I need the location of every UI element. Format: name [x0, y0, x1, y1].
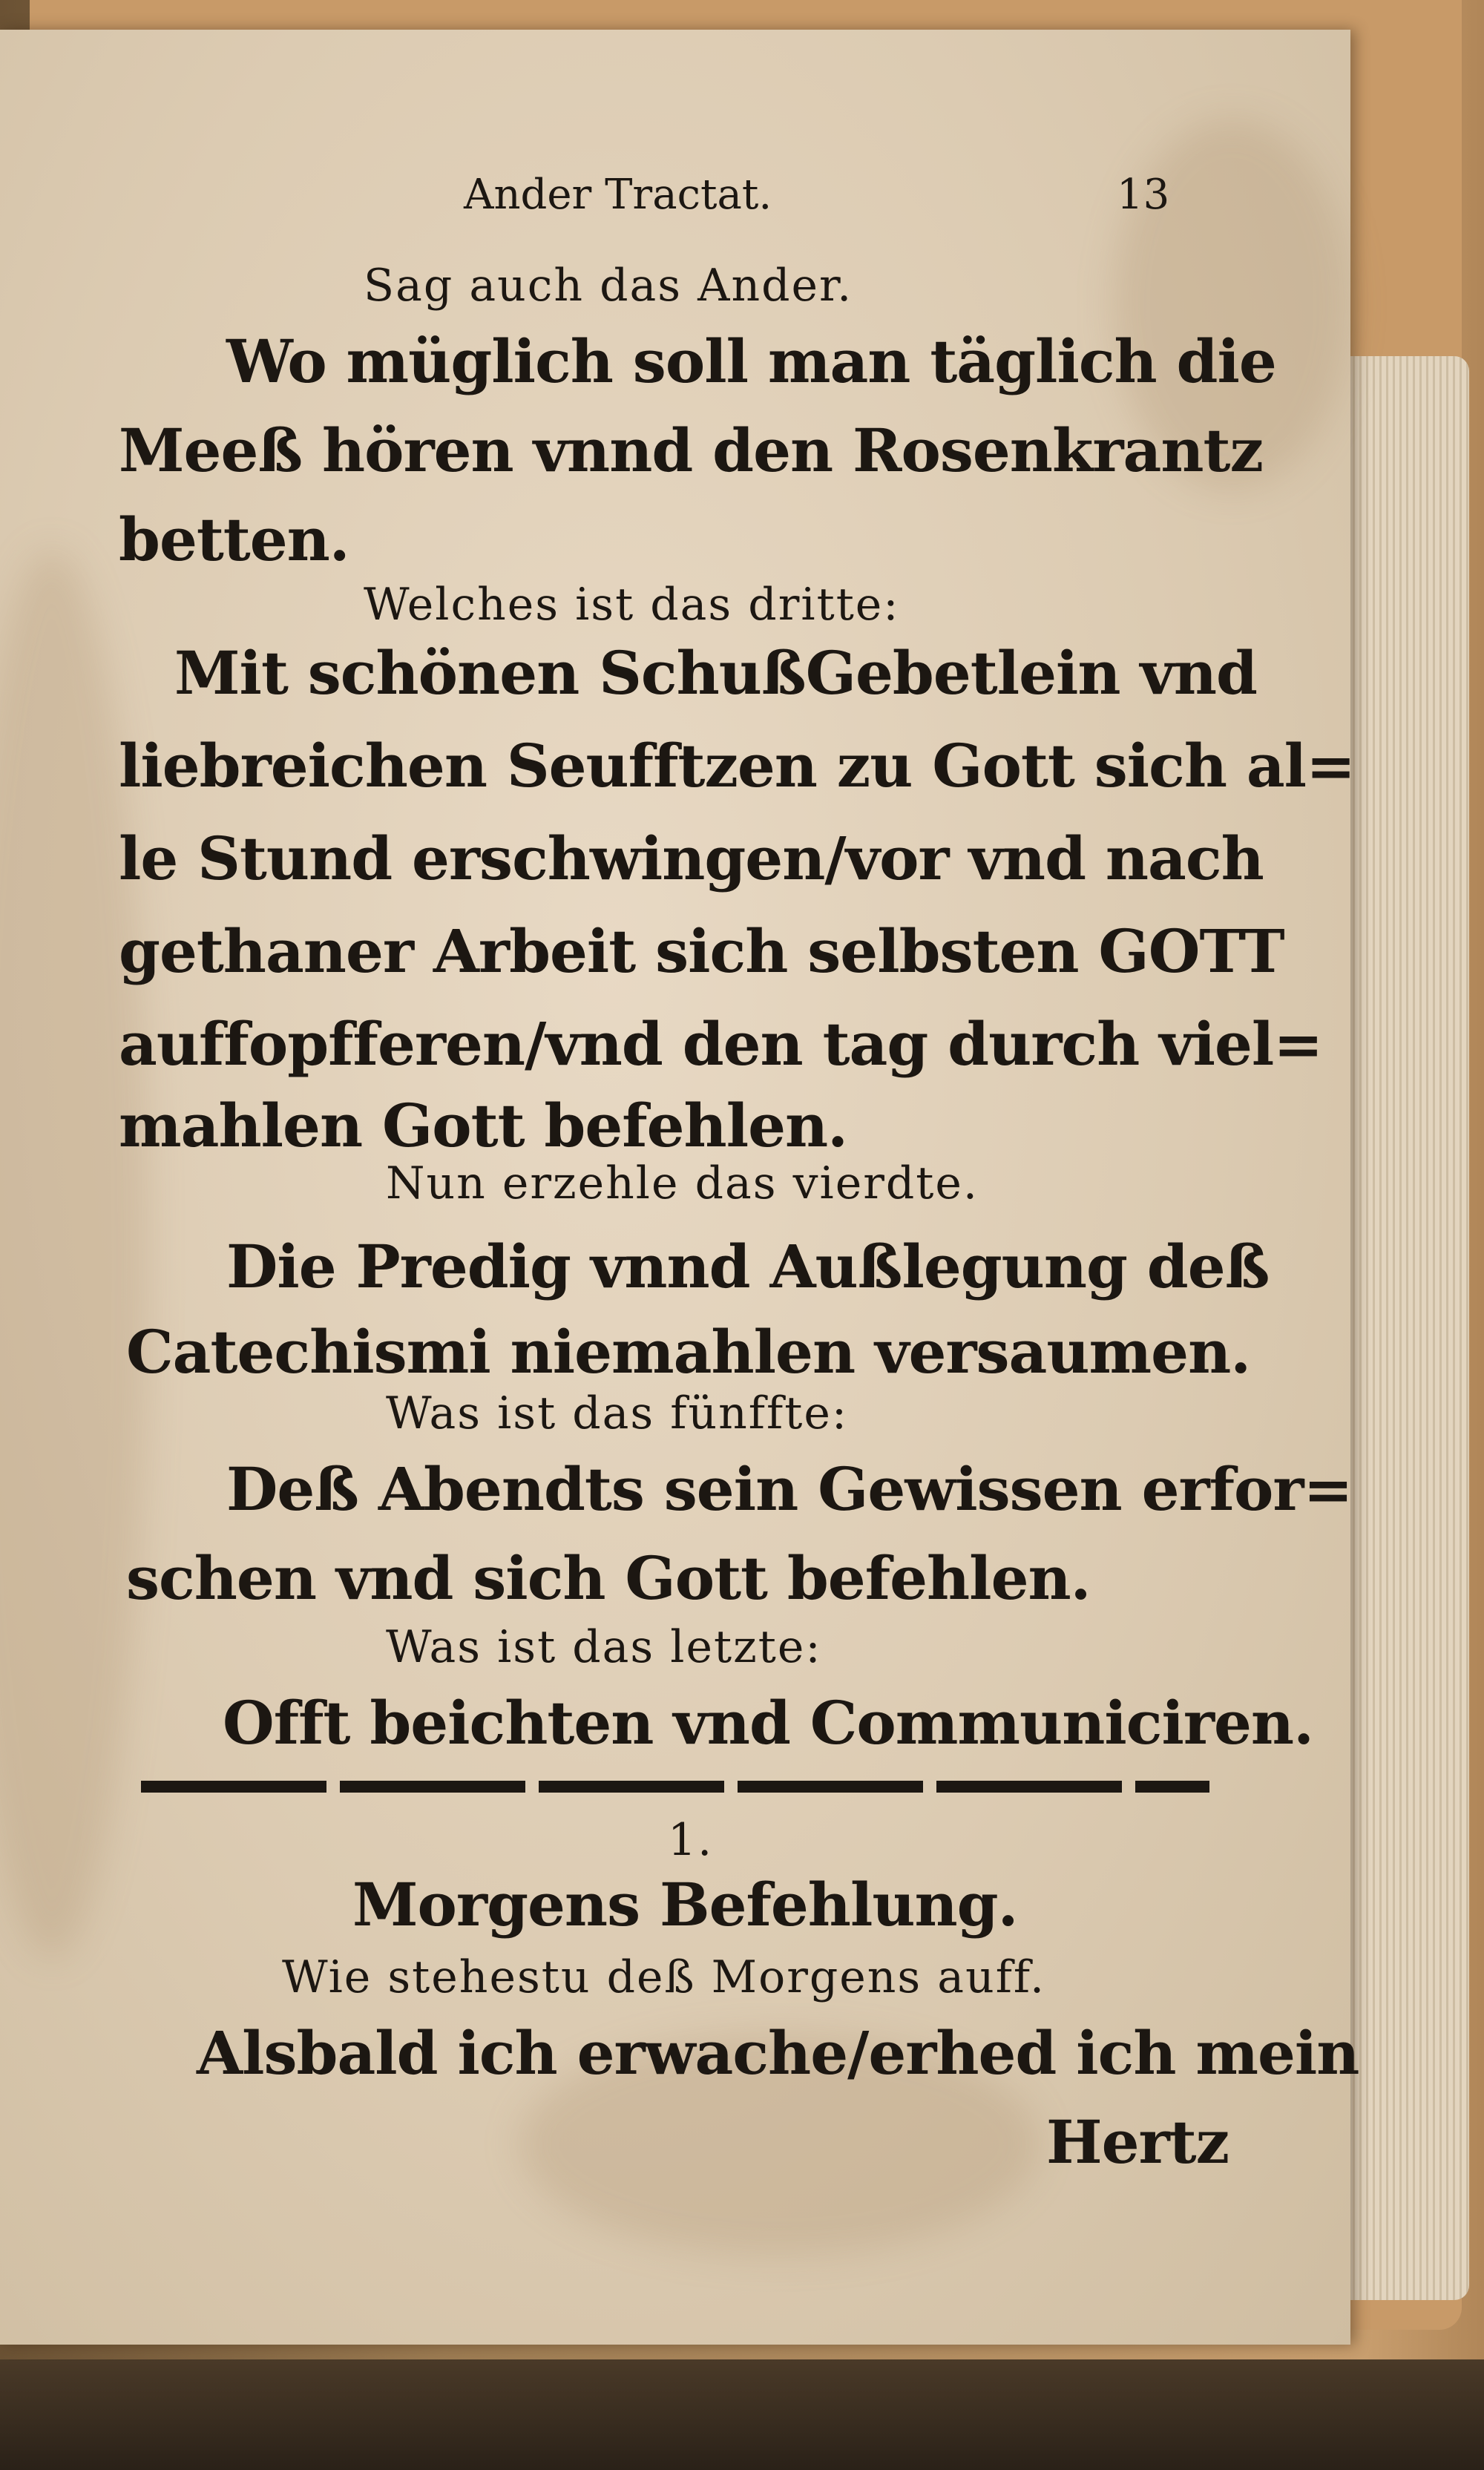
answer-line: Meeß hören vnnd den Rosenkrantz — [119, 416, 1263, 485]
answer-line: gethaner Arbeit sich selbsten GOTT — [119, 916, 1284, 986]
section-number: 1. — [668, 1814, 714, 1866]
divider-rule — [141, 1781, 1209, 1793]
answer-line: Deß Abendts sein Gewissen erfor= — [226, 1454, 1353, 1524]
answer-line: schen vnd sich Gott befehlen. — [126, 1543, 1091, 1613]
question: Wie stehestu deß Morgens auff. — [282, 1951, 1046, 2003]
question: Was ist das fünffte: — [386, 1387, 849, 1439]
answer-line: mahlen Gott befehlen. — [119, 1091, 848, 1160]
question: Was ist das letzte: — [386, 1621, 822, 1673]
answer-line: Catechismi niemahlen versaumen. — [126, 1317, 1251, 1387]
question: Welches ist das dritte: — [364, 579, 900, 631]
answer-line: Alsbald ich erwache/erhed ich mein — [197, 2018, 1359, 2088]
running-header: Ander Tractat. — [464, 171, 772, 219]
question: Nun erzehle das vierdte. — [386, 1157, 979, 1209]
answer-line: le Stund erschwingen/vor vnd nach — [119, 824, 1264, 893]
answer-line: Die Predig vnnd Außlegung deß — [226, 1232, 1270, 1301]
question: Sag auch das Ander. — [364, 260, 853, 312]
catchword: Hertz — [1046, 2107, 1229, 2177]
answer-line: Offt beichten vnd Communiciren. — [223, 1688, 1313, 1758]
answer-line: liebreichen Seufftzen zu Gott sich al= — [119, 731, 1356, 801]
page-number: 13 — [1117, 171, 1170, 219]
table-shadow — [0, 2359, 1484, 2470]
answer-line: auffopfferen/vnd den tag durch viel= — [119, 1009, 1323, 1079]
section-title: Morgens Befehlung. — [352, 1870, 1018, 1939]
answer-line: Wo müglich soll man täglich die — [226, 326, 1276, 396]
answer-line: betten. — [119, 505, 349, 574]
answer-line: Mit schönen SchußGebetlein vnd — [174, 638, 1257, 708]
